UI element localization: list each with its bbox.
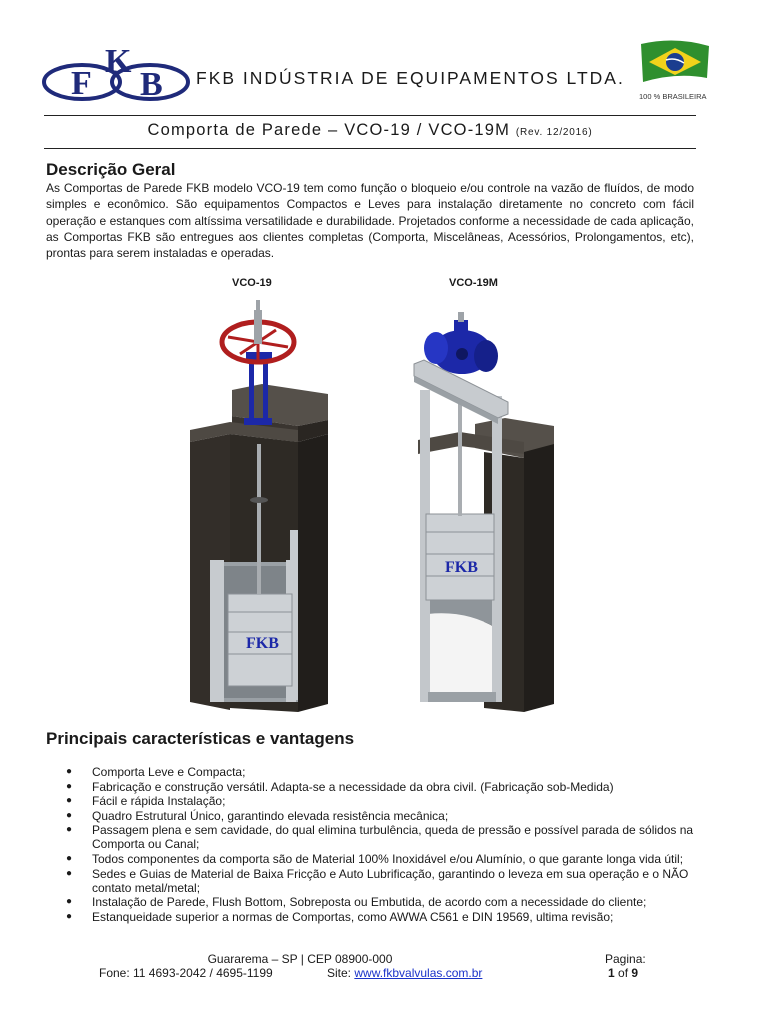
subtitle-divider <box>44 148 696 149</box>
list-item: ● Todos componentes da comporta são de Material 100% Inoxidável e/ou Alumínio, o que garante longa vida útil; <box>66 851 684 866</box>
list-item: ● Sedes e Guias de Material de Baixa Fricção e Auto Lubrificação, garantindo o leveza em sua operação e o NÃO contato metal/metal; <box>66 866 689 895</box>
subtitle-title: Comporta de Parede – VCO-19 / VCO-19M <box>147 121 511 139</box>
site-label: Site: <box>327 966 352 980</box>
features-heading: Principais características e vantagens <box>46 729 355 748</box>
footer-address: Guararema – SP | CEP 08900-000 <box>207 952 393 966</box>
vco19m-caption: VCO-19M <box>449 277 498 289</box>
bullet-icon: ● <box>66 824 73 836</box>
page-of: of <box>618 966 629 980</box>
vco19-illustration <box>190 300 328 712</box>
list-item: ● Quadro Estrutural Único, garantindo elevada resistência mecânica; <box>66 808 449 823</box>
list-item: ● Passagem plena e sem cavidade, do qual elimina turbulência, queda de pressão e possível parada de sólidos na Comporta ou Canal; <box>66 823 694 852</box>
revision-label: (Rev. 12/2016) <box>515 127 593 138</box>
list-item: ● Fácil e rápida Instalação; <box>66 794 226 809</box>
vco19m-illustration <box>414 312 554 712</box>
document-subtitle <box>0 121 740 140</box>
header-divider <box>44 115 696 116</box>
gate-logo: FKB <box>445 559 478 576</box>
list-item: ● Comporta Leve e Compacta; <box>66 765 246 779</box>
bullet-icon: ● <box>66 867 73 879</box>
page-current: 1 <box>608 966 615 980</box>
bullet-icon: ● <box>66 896 73 908</box>
flag-caption: 100 % BRASILEIRA <box>639 92 707 101</box>
bullet-icon: ● <box>66 809 73 821</box>
website-link[interactable]: www.fkbvalvulas.com.br <box>354 966 483 980</box>
company-name: FKB INDÚSTRIA DE EQUIPAMENTOS LTDA. <box>196 68 625 88</box>
list-item: ● Fabricação e construção versátil. Adapta-se a necessidade da obra civil. (Fabricação sob-Medida) <box>66 779 614 794</box>
page-number <box>608 966 638 980</box>
description-paragraph: As Comportas de Parede FKB modelo VCO-19 tem como função o bloqueio e/ou controle na vazão de fluídos, de modo simples e econômico. São equipamentos Compactos e Leves para instalação diretamente no concreto com fácil operação e estanques com altíssima versatilidade e durabilidade. Projetados conforme a necessidade de cada aplicação, as Comportas FKB são entregues aos clientes completas (Comporta, Miscelâneas, Acessórios, Prolongamentos, etc), prontas para serem instaladas e operadas. <box>46 181 694 261</box>
bullet-icon: ● <box>66 852 73 864</box>
footer-site <box>327 966 482 980</box>
bullet-icon: ● <box>66 766 73 777</box>
bullet-icon: ● <box>66 780 73 792</box>
description-heading: Descrição Geral <box>46 160 176 179</box>
bullet-icon: ● <box>66 910 73 922</box>
footer-phone: Fone: 11 4693-2042 / 4695-1199 <box>99 966 273 980</box>
page-total: 9 <box>631 966 639 980</box>
gate-illustration <box>170 292 590 722</box>
bullet-icon: ● <box>66 795 73 807</box>
page-label: Pagina: <box>605 952 646 966</box>
fkb-logo <box>42 44 190 102</box>
gate-logo: FKB <box>246 635 279 652</box>
list-item: ● Instalação de Parede, Flush Bottom, Sobreposta ou Embutida, de acordo com a necessidade do cliente; <box>66 895 647 910</box>
logo-letter-b: B <box>140 66 163 102</box>
brazil-flag-icon <box>637 38 713 86</box>
vco19-caption: VCO-19 <box>232 277 272 289</box>
list-item: ● Estanqueidade superior a normas de Comportas, como AWWA C561 e DIN 19569, ultima revisão; <box>66 909 614 924</box>
features-list <box>66 765 696 924</box>
logo-letter-f: F <box>71 65 92 102</box>
logo-letter-k: K <box>105 44 132 80</box>
